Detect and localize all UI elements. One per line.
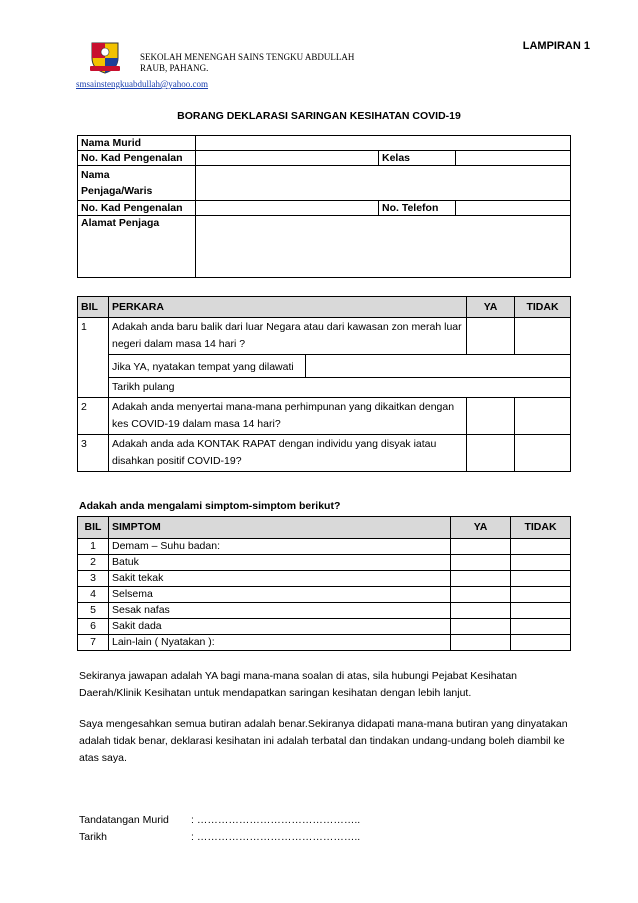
label-no-telefon: No. Telefon <box>379 201 456 216</box>
date-label: Tarikh <box>79 831 108 843</box>
symptom-tidak-cell[interactable] <box>511 539 571 555</box>
school-name-line2: RAUB, PAHANG. <box>140 63 209 73</box>
symptom-ya-cell[interactable] <box>451 555 511 571</box>
instruction-paragraph: Sekiranya jawapan adalah YA bagi mana-mana soalan di atas, sila hubungi Pejabat Kesihatan Daerah/Klinik Kesihatan untuk mendapatkan saringan kesihatan dengan lebih lanjut. <box>79 670 517 699</box>
symptom-table <box>77 516 571 651</box>
symptom-tidak-cell[interactable] <box>511 571 571 587</box>
q2-tidak-cell[interactable] <box>515 398 571 435</box>
q1-bil: 1 <box>78 318 109 398</box>
q1-text: Adakah anda baru balik dari luar Negara atau dari kawasan zon merah luar negeri dalam masa 14 hari ? <box>109 318 467 355</box>
q1-ya-cell[interactable] <box>467 318 515 355</box>
q2-ya-cell[interactable] <box>467 398 515 435</box>
symptom-name: Batuk <box>109 555 451 571</box>
student-info-table <box>77 135 571 278</box>
input-alamat[interactable] <box>196 216 571 278</box>
symptom-tidak-cell[interactable] <box>511 635 571 651</box>
lampiran-label: LAMPIRAN 1 <box>522 40 590 52</box>
symptom-bil: 4 <box>78 587 109 603</box>
symptom-tidak-cell[interactable] <box>511 603 571 619</box>
symptom-name: Sakit tekak <box>109 571 451 587</box>
symptom-bil: 1 <box>78 539 109 555</box>
label-no-kp-penjaga: No. Kad Pengenalan <box>78 201 196 216</box>
school-email-link[interactable]: smsainstengkuabdullah@yahoo.com <box>76 79 209 89</box>
q2-bil: 2 <box>78 398 109 435</box>
symptom-row <box>78 603 571 619</box>
symptom-row <box>78 587 571 603</box>
symptom-ya-cell[interactable] <box>451 619 511 635</box>
symptom-bil: 6 <box>78 619 109 635</box>
label-nama-penjaga-line1: Nama <box>81 169 110 181</box>
perkara-table <box>77 296 571 472</box>
symptom-row <box>78 571 571 587</box>
symptom-bil: 3 <box>78 571 109 587</box>
symptom-tidak-cell[interactable] <box>511 587 571 603</box>
q2-text: Adakah anda menyertai mana-mana perhimpunan yang dikaitkan dengan kes COVID-19 dalam masa 14 hari? <box>109 398 467 435</box>
q1-tidak-cell[interactable] <box>515 318 571 355</box>
symptom-tidak-cell[interactable] <box>511 619 571 635</box>
signature-label: Tandatangan Murid <box>79 814 169 826</box>
symptom-tidak-cell[interactable] <box>511 555 571 571</box>
header-perkara: PERKARA <box>109 297 467 318</box>
label-nama-murid: Nama Murid <box>78 136 196 151</box>
q1-sub-tarikh[interactable]: Tarikh pulang <box>109 378 571 398</box>
symptom-ya-cell[interactable] <box>451 539 511 555</box>
header-ya: YA <box>467 297 515 318</box>
input-nama-penjaga[interactable] <box>196 166 571 201</box>
symptom-ya-cell[interactable] <box>451 603 511 619</box>
symptom-name: Lain-lain ( Nyatakan ): <box>109 635 451 651</box>
symptom-bil: 7 <box>78 635 109 651</box>
label-nama-penjaga-line2: Penjaga/Waris <box>81 185 153 197</box>
q3-ya-cell[interactable] <box>467 435 515 472</box>
date-line[interactable]: : ……………………………………….. <box>191 831 361 843</box>
symptom-heading: Adakah anda mengalami simptom-simptom berikut? <box>79 500 341 512</box>
header-tidak: TIDAK <box>515 297 571 318</box>
input-no-telefon[interactable] <box>456 201 571 216</box>
symptom-row <box>78 619 571 635</box>
symptom-ya-cell[interactable] <box>451 635 511 651</box>
symptom-header-bil: BIL <box>78 517 109 539</box>
symptom-header-tidak: TIDAK <box>511 517 571 539</box>
symptom-name: Selsema <box>109 587 451 603</box>
symptom-ya-cell[interactable] <box>451 587 511 603</box>
symptom-name: Sakit dada <box>109 619 451 635</box>
label-alamat: Alamat Penjaga <box>78 216 196 278</box>
label-kelas: Kelas <box>379 151 456 166</box>
form-title: BORANG DEKLARASI SARINGAN KESIHATAN COVID-19 <box>177 110 461 122</box>
input-kelas[interactable] <box>456 151 571 166</box>
symptom-name: Demam – Suhu badan: <box>109 539 451 555</box>
symptom-header-simptom: SIMPTOM <box>109 517 451 539</box>
symptom-name: Sesak nafas <box>109 603 451 619</box>
q3-tidak-cell[interactable] <box>515 435 571 472</box>
q3-bil: 3 <box>78 435 109 472</box>
label-nama-penjaga <box>78 166 196 201</box>
school-crest-logo <box>88 40 122 74</box>
input-no-kp[interactable] <box>196 151 379 166</box>
q1-sub-tempat-label: Jika YA, nyatakan tempat yang dilawati <box>109 355 306 378</box>
header-bil: BIL <box>78 297 109 318</box>
school-name-line1: SEKOLAH MENENGAH SAINS TENGKU ABDULLAH <box>140 52 355 62</box>
input-nama-murid[interactable] <box>196 136 571 151</box>
symptom-row <box>78 539 571 555</box>
symptom-ya-cell[interactable] <box>451 571 511 587</box>
symptom-bil: 5 <box>78 603 109 619</box>
symptom-row <box>78 555 571 571</box>
label-no-kp: No. Kad Pengenalan <box>78 151 196 166</box>
signature-line[interactable]: : ……………………………………….. <box>191 814 361 826</box>
school-name <box>140 52 354 74</box>
q1-sub-tempat-input[interactable] <box>306 355 571 378</box>
q3-text: Adakah anda ada KONTAK RAPAT dengan individu yang disyak iatau disahkan positif COVID-19? <box>109 435 467 472</box>
symptom-header-ya: YA <box>451 517 511 539</box>
input-no-kp-penjaga[interactable] <box>196 201 379 216</box>
symptom-row <box>78 635 571 651</box>
symptom-bil: 2 <box>78 555 109 571</box>
declaration-paragraph: Saya mengesahkan semua butiran adalah benar.Sekiranya didapati mana-mana butiran yang dinyatakan adalah tidak benar, deklarasi kesihatan ini adalah terbatal dan tindakan undang-undang boleh diambil ke atas saya. <box>79 718 568 764</box>
